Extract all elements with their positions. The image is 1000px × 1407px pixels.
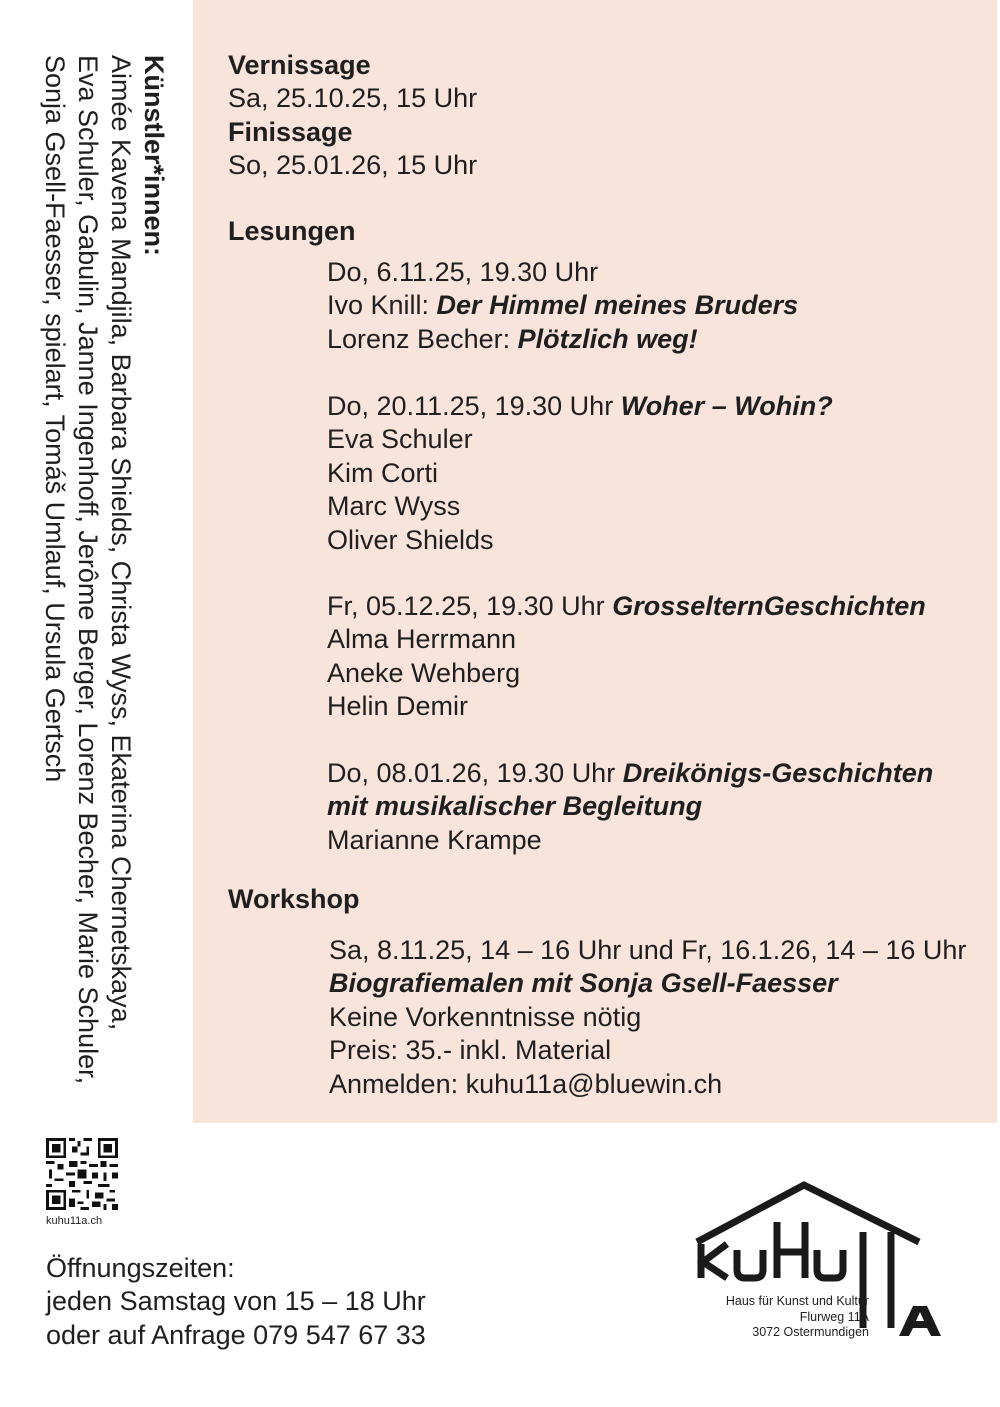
opening-hours-line-2: oder auf Anfrage 079 547 67 33: [46, 1319, 426, 1350]
workshop-title: Biografiemalen mit Sonja Gsell-Faesser: [329, 968, 838, 999]
event-4-title-continued: mit musikalischer Begleitung: [327, 791, 703, 822]
event-2: [327, 390, 833, 557]
event-4-date-line: [327, 757, 933, 790]
vernissage-date: Sa, 25.10.25, 15 Uhr: [228, 83, 478, 114]
participant: Alma Herrmann: [327, 624, 517, 655]
event-date: Do, 08.01.26, 19.30 Uhr: [327, 758, 623, 788]
workshop-signup: Anmelden: kuhu11a@bluewin.ch: [329, 1068, 723, 1099]
workshop-details: [329, 934, 966, 1101]
participant: Oliver Shields: [327, 524, 494, 555]
event-4: [327, 757, 933, 857]
event-title: Dreikönigs-Geschichten: [622, 758, 934, 788]
event-3-date-line: [327, 590, 926, 623]
opening-hours: [46, 1252, 426, 1352]
address-line-2: Flurweg 11A: [799, 1309, 869, 1324]
artists-list: [38, 55, 170, 1155]
qr-code-icon[interactable]: [46, 1138, 118, 1210]
workshop-price: Preis: 35.- inkl. Material: [329, 1035, 612, 1066]
participant: Helin Demir: [327, 691, 469, 722]
event-2-date-line: [327, 390, 833, 423]
event-1-date: Do, 6.11.25, 19.30 Uhr: [327, 257, 599, 287]
opening-hours-line-1: jeden Samstag von 15 – 18 Uhr: [46, 1286, 426, 1317]
workshop-heading: Workshop: [228, 884, 360, 914]
participant: Kim Corti: [327, 457, 439, 488]
artists-line-2: Eva Schuler, Gabulin, Janne Ingenhoff, Jerôme Berger, Lorenz Becher, Marie Schuler,: [73, 55, 103, 1085]
participant: Aneke Wehberg: [327, 657, 521, 688]
event-date: Fr, 05.12.25, 19.30 Uhr: [327, 591, 613, 621]
event-title: Woher – Wohin?: [620, 391, 833, 421]
address-line-3: 3072 Ostermundigen: [752, 1325, 869, 1339]
opening-dates: [228, 49, 477, 183]
workshop-date: Sa, 8.11.25, 14 – 16 Uhr und Fr, 16.1.26, 14 – 16 Uhr: [329, 935, 967, 965]
participant: Eva Schuler: [327, 424, 473, 455]
participant: Marc Wyss: [327, 491, 461, 522]
reader-name: Lorenz Becher:: [327, 323, 518, 354]
qr-code-label[interactable]: kuhu11a.ch: [46, 1215, 103, 1227]
finissage-label: Finissage: [228, 116, 353, 147]
finissage-date: So, 25.01.26, 15 Uhr: [228, 150, 478, 181]
artists-line-1: Aimée Kavena Mandjila, Barbara Shields, Christa Wyss, Ekaterina Chernetskaya,: [106, 55, 136, 1031]
reading-title: Plötzlich weg!: [517, 323, 698, 354]
reader-name: Ivo Knill:: [327, 290, 437, 321]
address-line-1: Haus für Kunst und Kultur: [725, 1294, 869, 1308]
event-title: GrosselternGeschichten: [612, 591, 926, 621]
event-1-reading-2: [327, 323, 798, 356]
event-3: [327, 590, 926, 724]
lesungen-heading: Lesungen: [228, 216, 356, 246]
participant: Marianne Krampe: [327, 824, 542, 855]
event-date: Do, 20.11.25, 19.30 Uhr: [327, 391, 621, 421]
event-1: [327, 256, 798, 356]
artists-line-3: Sonja Gsell-Faesser, spielart, Tomáš Umlauf, Ursula Gertsch: [40, 55, 70, 783]
workshop-note: Keine Vorkenntnisse nötig: [329, 1001, 642, 1032]
reading-title: Der Himmel meines Bruders: [436, 290, 799, 321]
event-1-reading-1: [327, 289, 798, 322]
address-block: [726, 1294, 869, 1341]
opening-hours-heading: Öffnungszeiten:: [46, 1253, 235, 1283]
vernissage-label: Vernissage: [228, 50, 371, 80]
artists-heading: Künstler*innen:: [139, 55, 169, 257]
